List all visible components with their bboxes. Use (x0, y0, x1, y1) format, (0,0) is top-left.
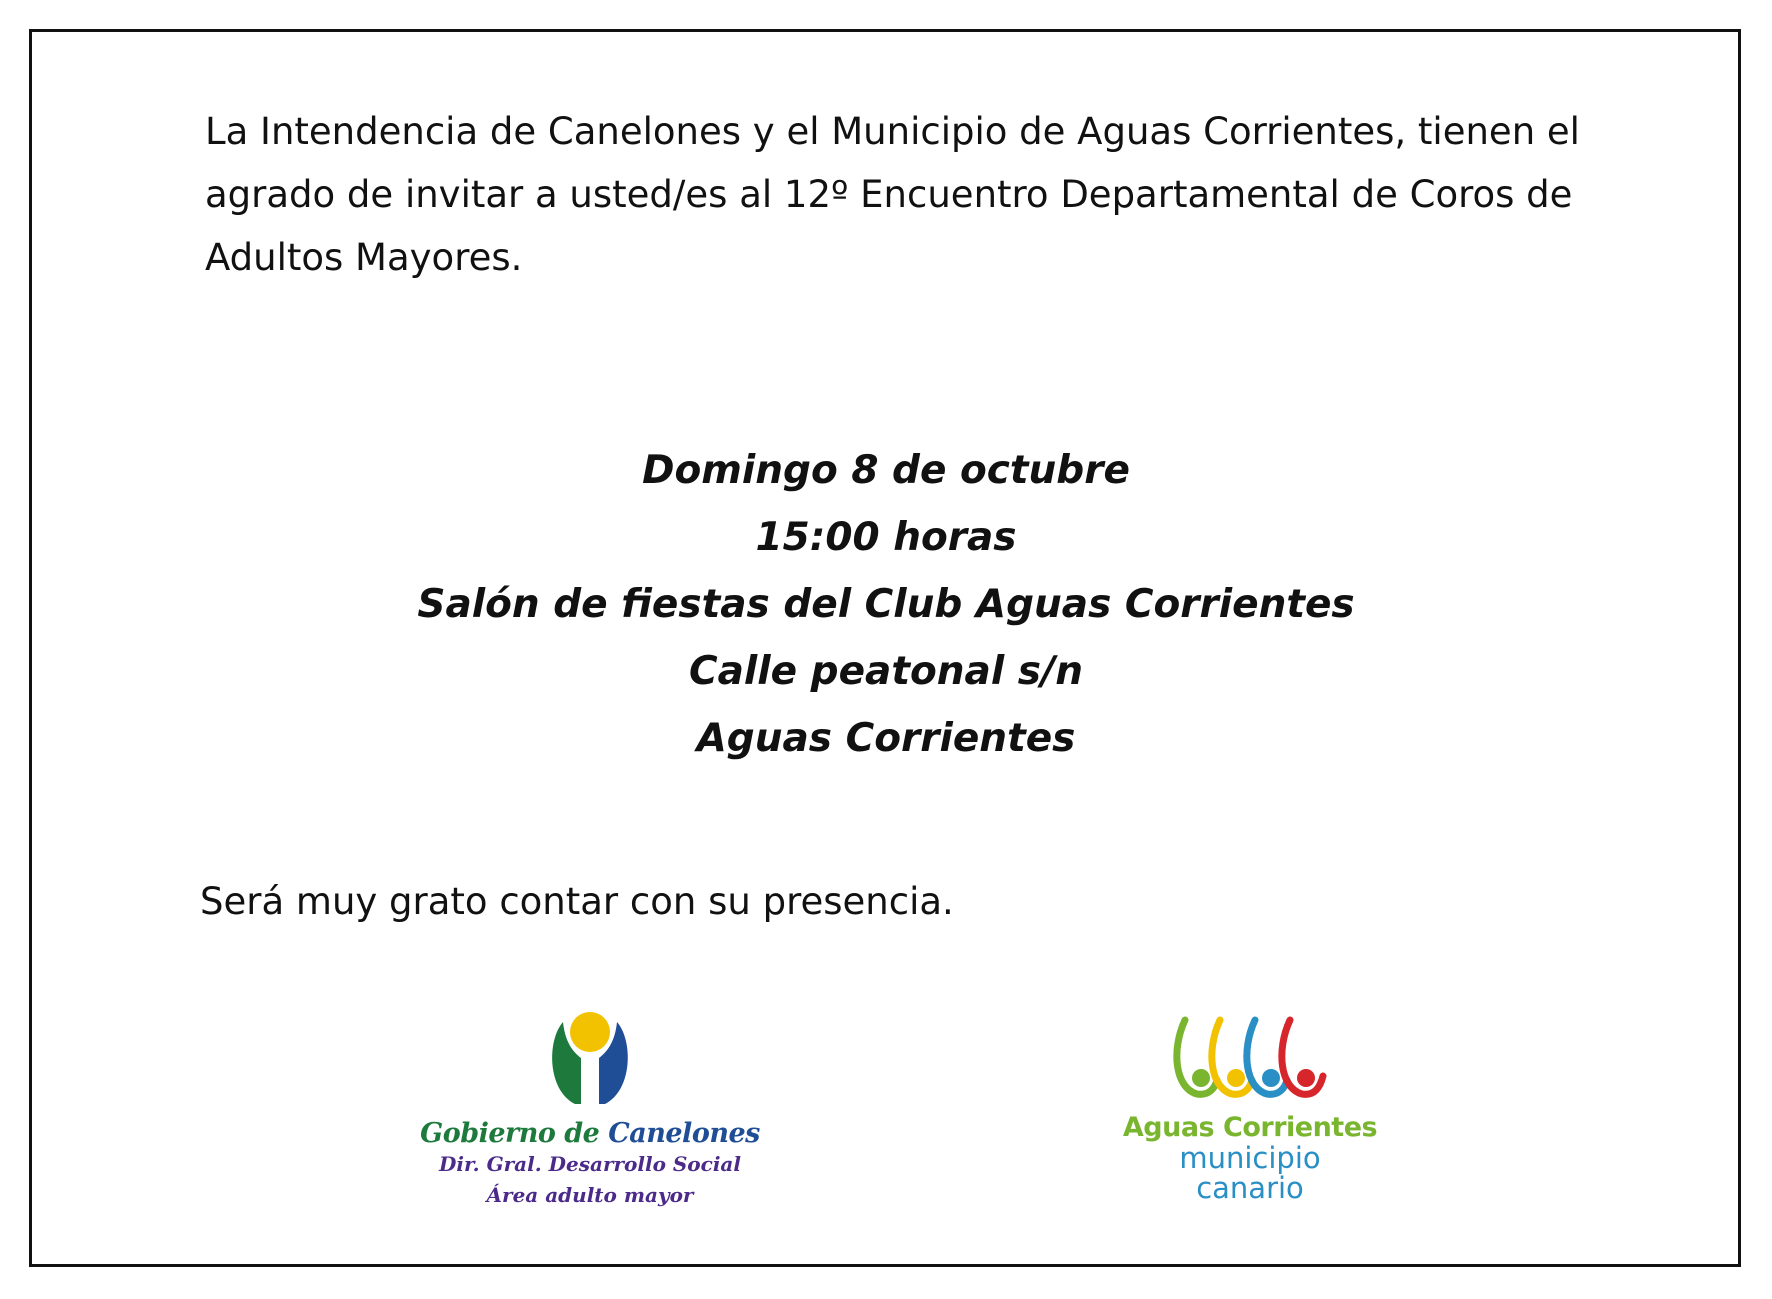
closing-line: Será muy grato contar con su presencia. (200, 880, 954, 923)
aguas-corrientes-logo (1110, 1010, 1390, 1203)
municipio-subtitle-1: municipio (1179, 1141, 1321, 1175)
intro-line: Adultos Mayores. (205, 236, 523, 279)
event-venue: Salón de fiestas del Club Aguas Corrientes (417, 582, 1355, 627)
event-address: Calle peatonal s/n (688, 649, 1084, 694)
singing-figures-icon (1165, 1010, 1335, 1110)
municipio-name: Aguas Corrientes (1122, 1112, 1378, 1143)
event-date: Domingo 8 de octubre (642, 448, 1130, 493)
intro-line: agrado de invitar a usted/es al 12º Encuentro Departamental de Coros de (205, 173, 1573, 216)
gobierno-name: Gobierno de Canelones (420, 1118, 760, 1149)
intro-line: La Intendencia de Canelones y el Municipio de Aguas Corrientes, tienen el (205, 110, 1580, 153)
event-time: 15:00 horas (755, 515, 1017, 560)
event-city: Aguas Corrientes (696, 716, 1076, 761)
gobierno-subtitle-1: Dir. Gral. Desarrollo Social (439, 1152, 741, 1176)
gobierno-emblem-icon (545, 1010, 635, 1110)
gobierno-canelones-logo (420, 1010, 760, 1211)
gobierno-subtitle-2: Área adulto mayor (486, 1183, 694, 1207)
event-details (0, 437, 1772, 772)
intro-paragraph (205, 100, 1605, 289)
municipio-subtitle-2: canario (1196, 1171, 1304, 1205)
